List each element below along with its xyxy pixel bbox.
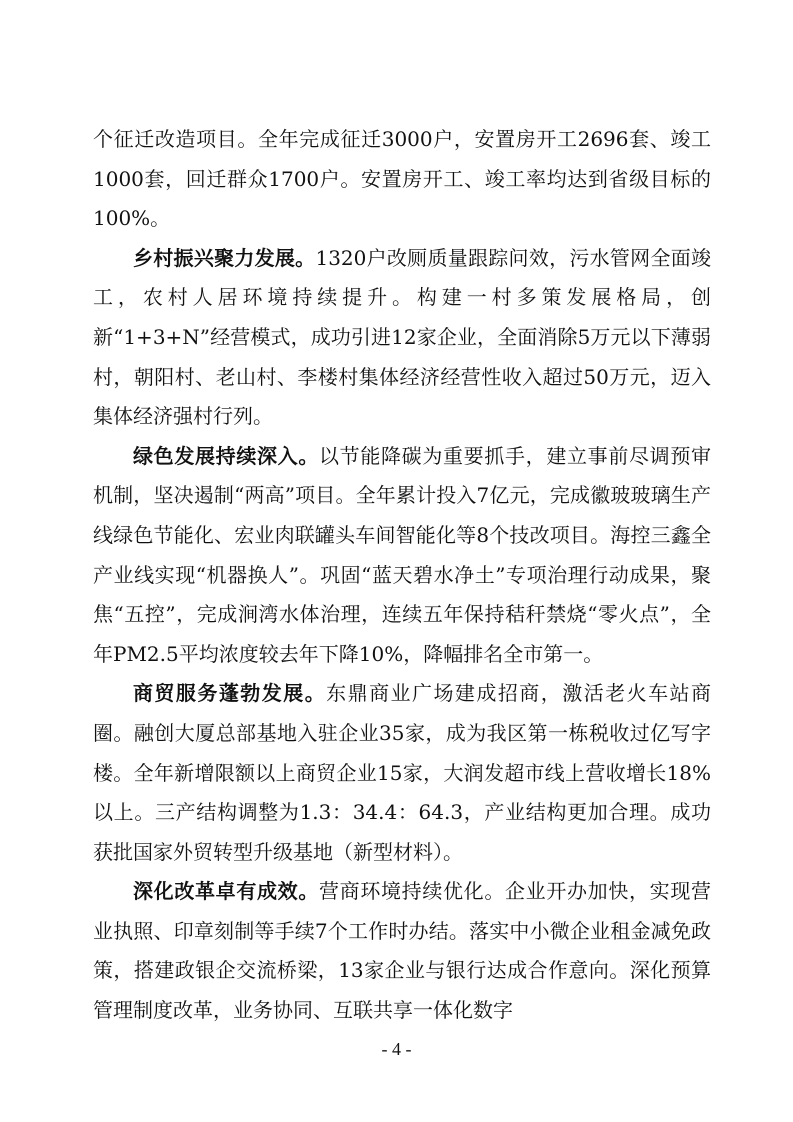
- document-body: [93, 120, 711, 1031]
- paragraph-commerce-services: [93, 674, 711, 872]
- paragraph-text: 个征迁改造项目。全年完成征迁3000户，安置房开工2696套、竣工1000套，回迁群众1700户。安置房开工、竣工率均达到省级目标的100%。: [93, 127, 711, 231]
- paragraph-text: 东鼎商业广场建成招商，激活老火车站商圈。融创大厦总部基地入驻企业35家，成为我区第一栋税收过亿写字楼。全年新增限额以上商贸企业15家，大润发超市线上营收增长18%以上。三产结构调整为1.3：34.4：64.3，产业结构更加合理。成功获批国家外贸转型升级基地（新型材料）。: [93, 681, 712, 864]
- paragraph-rural-revitalization: [93, 239, 711, 437]
- paragraph-green-development: [93, 437, 711, 675]
- paragraph-heading: 深化改革卓有成效。: [133, 879, 319, 904]
- paragraph-heading: 商贸服务蓬勃发展。: [133, 681, 327, 706]
- paragraph-heading: 绿色发展持续深入。: [133, 443, 319, 468]
- paragraph-text: 以节能降碳为重要抓手，建立事前尽调预审机制，坚决遏制“两高”项目。全年累计投入7亿元，完成徽玻玻璃生产线绿色节能化、宏业肉联罐头车间智能化等8个技改项目。海控三鑫全产业线实现“机器换人”。巩固“蓝天碧水净土”专项治理行动成果，聚焦“五控”，完成涧湾水体治理，连续五年保持秸秆禁烧“零火点”，全年PM2.5平均浓度较去年下降10%，降幅排名全市第一。: [93, 443, 711, 666]
- paragraph-continuation: [93, 120, 711, 239]
- paragraph-heading: 乡村振兴聚力发展。: [133, 245, 316, 270]
- paragraph-reform: [93, 872, 711, 1030]
- paragraph-text: 营商环境持续优化。企业开办加快，实现营业执照、印章刻制等手续7个工作时办结。落实中小微企业租金减免政策，搭建政银企交流桥梁，13家企业与银行达成合作意向。深化预算管理制度改革，业务协同、互联共享一体化数字: [93, 879, 711, 1023]
- page-number: - 4 -: [381, 1039, 412, 1059]
- paragraph-text: 1320户改厕质量跟踪问效，污水管网全面竣工，农村人居环境持续提升。构建一村多策发展格局，创新“1+3+N”经营模式，成功引进12家企业，全面消除5万元以下薄弱村，朝阳村、老山村、李楼村集体经济经营性收入超过50万元，迈入集体经济强村行列。: [93, 245, 712, 429]
